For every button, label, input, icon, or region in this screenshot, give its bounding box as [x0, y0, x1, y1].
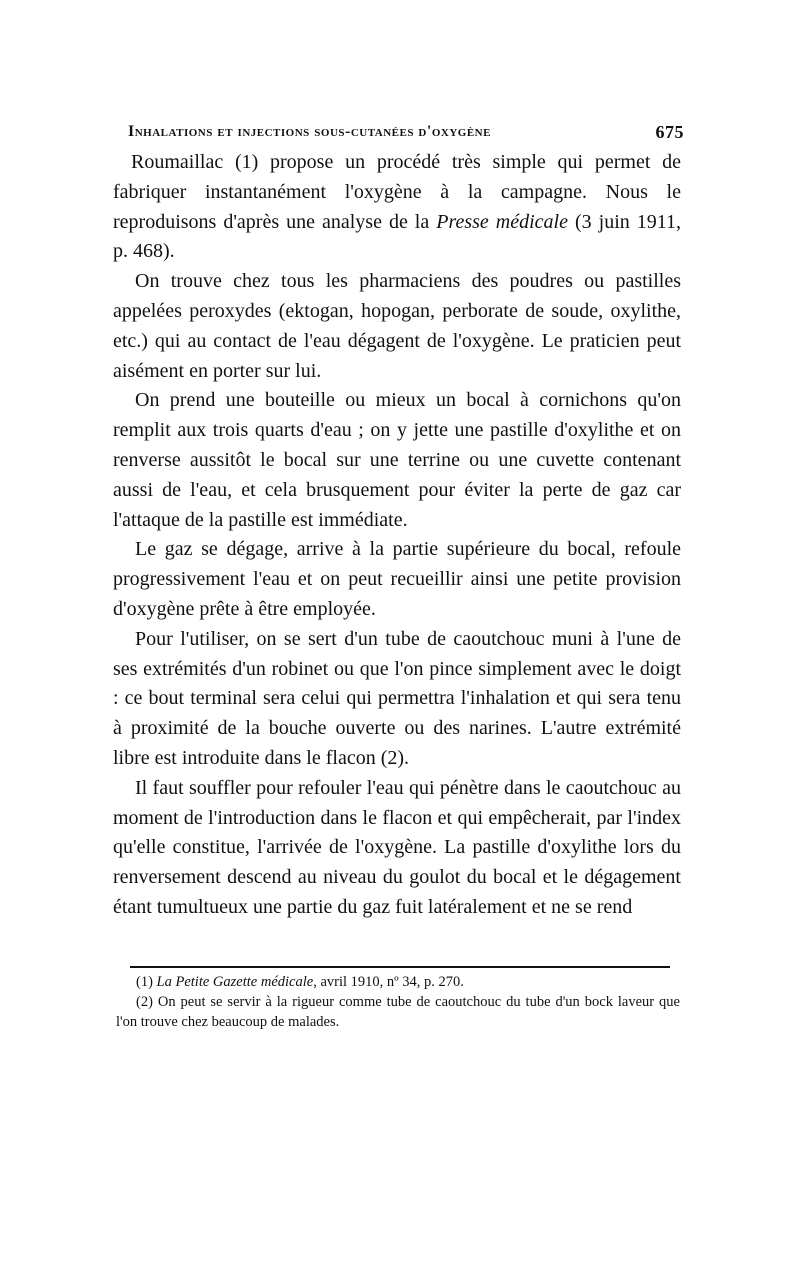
paragraph-1	[113, 148, 681, 267]
journal-title: Presse médicale	[436, 210, 568, 233]
paragraph-1-text-after: (3 juin 1911, p. 468).	[113, 210, 682, 263]
page-number: 675	[655, 121, 684, 142]
footnotes	[116, 972, 680, 1032]
footnote-divider	[130, 966, 670, 968]
body-text	[113, 148, 681, 923]
footnote-2: (2) On peut se servir à la rigueur comme tube de caoutchouc du tube d'un bock laveur que l'on trouve chez beaucoup de malades.	[116, 994, 680, 1030]
paragraph-2: On trouve chez tous les pharmaciens des poudres ou pastilles appelées peroxydes (ektogan, hopogan, perborate de soude, oxylithe, etc.) qui au contact de l'eau dégagent de l'oxygène. Le praticien peut aisément en porter sur lui.	[113, 270, 681, 382]
paragraph-5: Pour l'utiliser, on se sert d'un tube de caoutchouc muni à l'une de ses extrémités d'un robinet ou que l'on pince simplement avec le doigt : ce bout terminal sera celui qui permettra l'inhalation et qui sera tenu à proximité de la bouche ouverte ou des narines. L'autre extrémité libre est introduite dans le flacon (2).	[113, 627, 681, 769]
paragraph-6: Il faut souffler pour refouler l'eau qui pénètre dans le caoutchouc au moment de l'introduction dans le flacon et qui empêcherait, par l'index qu'elle constitue, l'arrivée de l'oxygène. La pastille d'oxylithe lors du renversement descend au niveau du goulot du bocal et le dégagement étant tumultueux une partie du gaz fuit latéralement et ne se rend	[113, 776, 681, 918]
footnote-1-rest: , avril 1910, nº 34, p. 270.	[313, 974, 464, 990]
footnote-1-marker: (1)	[136, 974, 157, 990]
running-title: Inhalations et injections sous-cutanées d'oxygène	[128, 123, 491, 140]
paragraph-4: Le gaz se dégage, arrive à la partie supérieure du bocal, refoule progressivement l'eau et on peut recueillir ainsi une petite provision d'oxygène prête à être employée.	[113, 538, 681, 620]
paragraph-3: On prend une bouteille ou mieux un bocal à cornichons qu'on remplit aux trois quarts d'eau ; on y jette une pastille d'oxylithe et on renverse aussitôt le bocal sur une terrine ou une cuvette contenant aussi de l'eau, et cela brusquement pour éviter la perte de gaz car l'attaque de la pastille est immédiate.	[113, 389, 681, 531]
footnote-1	[116, 972, 680, 992]
footnote-1-title: La Petite Gazette médicale	[156, 974, 314, 990]
page-header	[128, 120, 684, 144]
paragraph-1-text-before: Roumaillac (1) propose un procédé très simple qui permet de fabriquer instantanément l'oxygène à la campagne. Nous le reproduisons d'après une analyse de la	[113, 151, 681, 233]
